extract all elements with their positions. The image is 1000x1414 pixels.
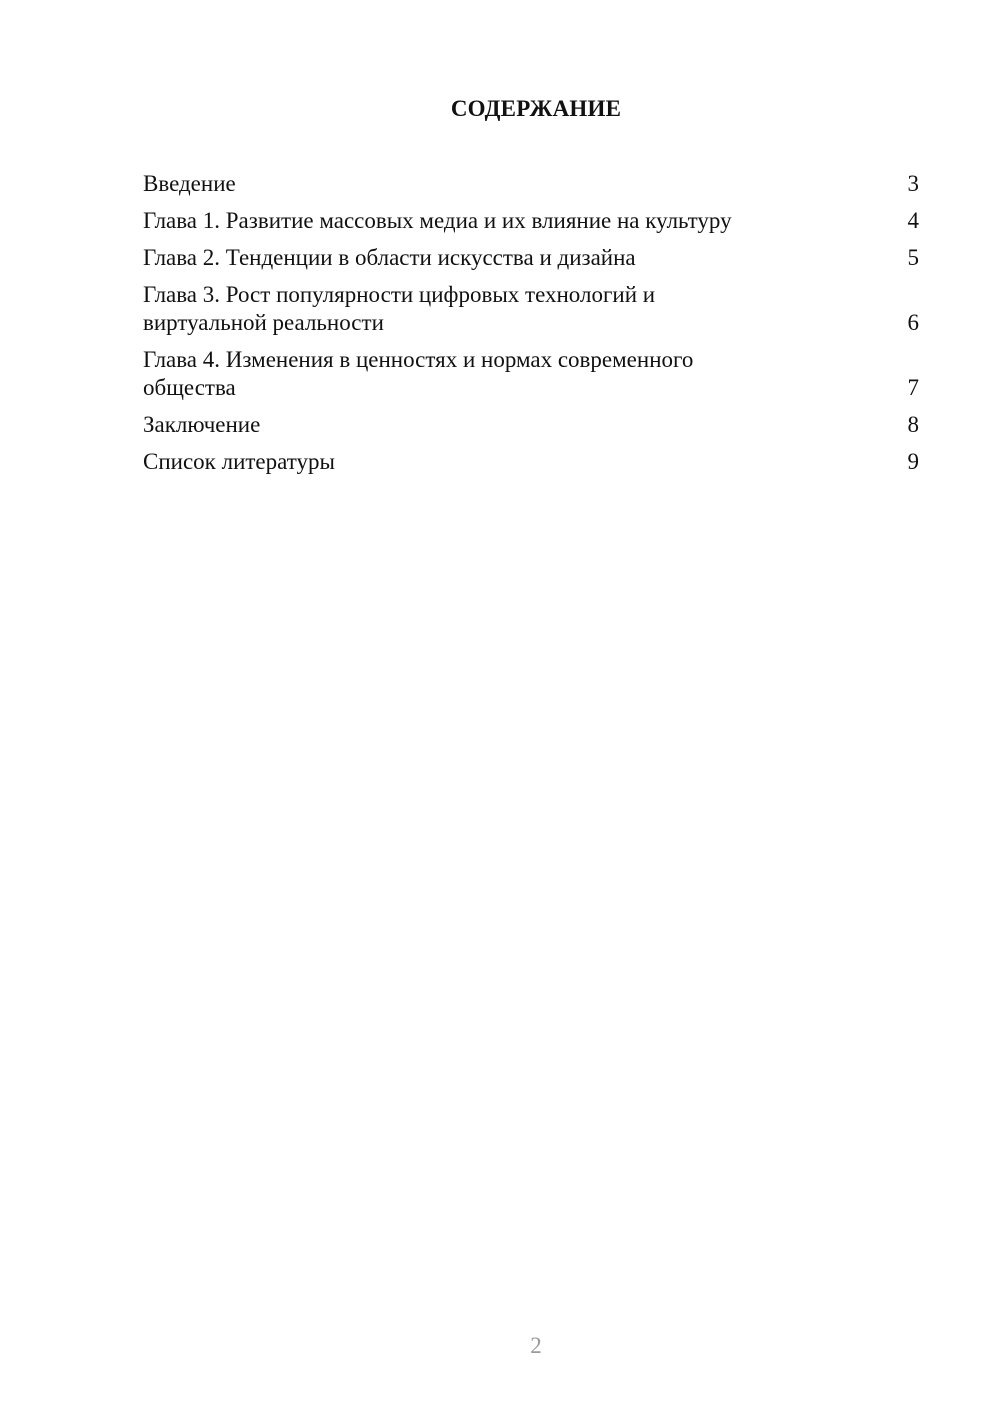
toc-entry-title: Глава 4. Изменения в ценностях и нормах современного общества: [143, 347, 694, 400]
toc-entry-chapter-3: [143, 281, 919, 337]
table-of-contents: [143, 170, 919, 485]
toc-entry-chapter-1: [143, 207, 919, 235]
toc-entry-title: Введение: [143, 171, 236, 196]
page-title: СОДЕРЖАНИЕ: [450, 96, 622, 121]
toc-entry-title: Глава 2. Тенденции в области искусства и дизайна: [143, 245, 636, 270]
toc-entry-title: Заключение: [143, 412, 261, 437]
page-number: 2: [530, 1333, 542, 1358]
toc-entry-conclusion: [143, 411, 919, 439]
toc-entry-page: 7: [907, 375, 919, 400]
toc-entry-introduction: [143, 170, 919, 198]
toc-entry-page: 5: [907, 245, 919, 270]
toc-entry-page: 6: [907, 310, 919, 335]
toc-entry-references: [143, 448, 919, 476]
toc-entry-chapter-2: [143, 244, 919, 272]
toc-entry-page: 4: [907, 208, 919, 233]
toc-entry-title: Глава 3. Рост популярности цифровых технологий и виртуальной реальности: [143, 282, 656, 335]
toc-entry-title: Глава 1. Развитие массовых медиа и их влияние на культуру: [143, 208, 732, 233]
toc-entry-title: Список литературы: [143, 449, 335, 474]
toc-entry-chapter-4: [143, 346, 919, 402]
toc-entry-page: 9: [907, 449, 919, 474]
toc-entry-page: 3: [907, 171, 919, 196]
toc-entry-page: 8: [907, 412, 919, 437]
